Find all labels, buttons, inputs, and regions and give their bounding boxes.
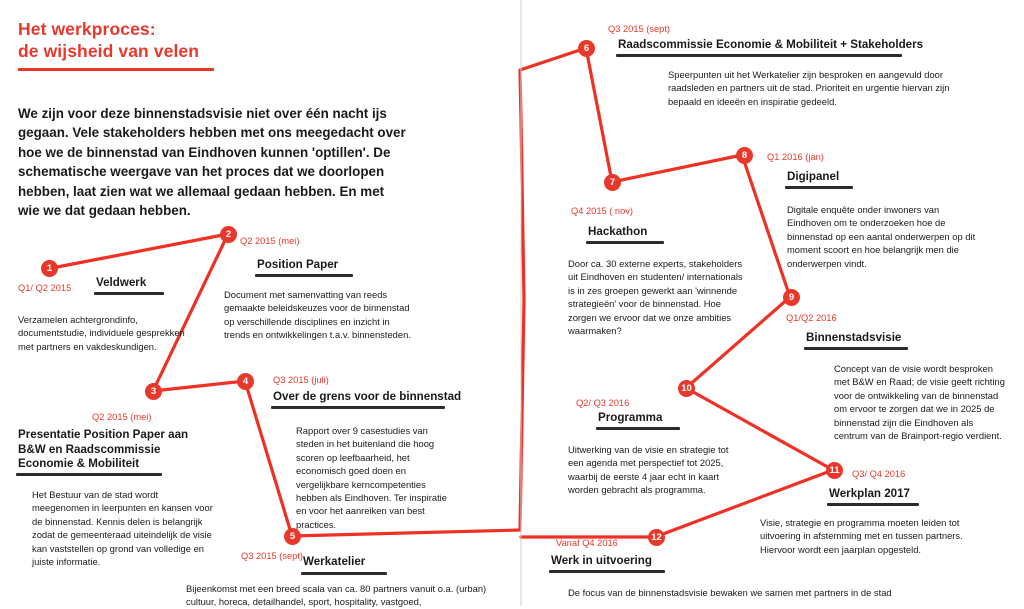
- body-5: Bijeenkomst met een breed scala van ca. 80 partners vanuit o.a. (urban) cultuur, horeca, detailhandel, sport, hospitality, vastgoed,: [186, 583, 487, 608]
- period-6: Q3 2015 (sept): [608, 24, 671, 34]
- node-12[interactable]: 12: [648, 529, 665, 546]
- heading-underline-6: [616, 54, 902, 57]
- body-10: Uitwerking van de visie en strategie tot een agenda met perspectief tot 2025, waarbij de eerste 4 jaar echt in kaart worden gebracht als programma.: [568, 444, 729, 496]
- body-7: Door ca. 30 externe experts, stakeholders uit Eindhoven en studenten/ internationals is in zes groepen gewerkt aan 'winnende strategieën' voor de binnenstad. Hoe zorgen we ervoor dat we onze ambities waarmaken?: [568, 258, 743, 337]
- title-line-2: de wijsheid van velen: [18, 41, 200, 61]
- heading-underline-8: [785, 186, 853, 189]
- period-1: Q1/ Q2 2015: [18, 283, 72, 293]
- page-title: [18, 18, 318, 71]
- period-2: Q2 2015 (mei): [240, 236, 300, 246]
- heading-12: Werk in uitvoering: [551, 554, 652, 567]
- heading-11: Werkplan 2017: [829, 487, 910, 500]
- heading-1: Veldwerk: [96, 276, 147, 289]
- heading-underline-3: [16, 473, 162, 476]
- heading-underline-1: [94, 292, 164, 295]
- body-6: Speerpunten uit het Werkatelier zijn besproken en aangevuld door raadsleden en partners uit de stad. Prioriteit en urgentie hiervan zijn bepaald en ideeën en inspiratie gedeeld.: [668, 69, 950, 107]
- heading-9: Binnenstadsvisie: [806, 331, 902, 344]
- heading-4: Over de grens voor de binnenstad: [273, 390, 462, 403]
- node-7[interactable]: 7: [604, 174, 621, 191]
- heading-underline-5: [301, 572, 387, 575]
- body-9: Concept van de visie wordt besproken met B&W en Raad; de visie geeft richting voor de ontwikkeling van de binnenstad om ervoor te zorgen dat we in 2025 de binnenstad zijn die Eindhoven als centrum van de Brainport-regio verdient.: [834, 363, 1005, 442]
- heading-3: Presentatie Position Paper aan B&W en Raadscommissie Economie & Mobiliteit: [18, 428, 189, 470]
- period-5: Q3 2015 (sept): [241, 551, 304, 561]
- heading-underline-12: [549, 570, 665, 573]
- period-11: Q3/ Q4 2016: [852, 469, 906, 479]
- intro-paragraph: We zijn voor deze binnenstadsvisie niet over één nacht ijs gegaan. Vele stakeholders hebben met ons meegedacht over hoe we de binnenstad van Eindhoven kunnen 'optillen'. De schematische weergave van het proces dat we doorlopen hebben, laat zien wat we allemaal gedaan hebben. En met wie we dat gedaan hebben.: [18, 106, 406, 219]
- body-3: Het Bestuur van de stad wordt meegenomen in leerpunten en kansen voor de binnenstad. Kennis delen is belangrijk zodat de gemeenteraad uiteindelijk de visie kan vaststellen op grond van volledige en juiste informatie.: [32, 489, 213, 568]
- body-1: Verzamelen achtergrondinfo, documentstudie, individuele gesprekken met partners en vakdeskundigen.: [18, 314, 185, 352]
- heading-underline-9: [804, 347, 908, 350]
- heading-underline-10: [596, 427, 680, 430]
- period-12: Vanaf Q4 2016: [556, 538, 618, 548]
- title-line-1: Het werkproces:: [18, 19, 156, 39]
- node-5[interactable]: 5: [284, 528, 301, 545]
- body-8: Digitale enquête onder inwoners van Eindhoven om te onderzoeken hoe de binnenstad op een aantal onderwerpen op dit moment scoort en hoe belangrijk men die onderwerpen vindt.: [787, 204, 976, 269]
- body-11: Visie, strategie en programma moeten leiden tot uitvoering in afstemming met en tussen partners. Hiervoor wordt een jaarplan opgesteld.: [760, 517, 963, 555]
- node-11[interactable]: 11: [826, 462, 843, 479]
- node-6[interactable]: 6: [578, 40, 595, 57]
- period-9: Q1/Q2 2016: [786, 313, 837, 323]
- title-underline: [18, 68, 214, 71]
- period-7: Q4 2015 ( nov): [571, 206, 634, 216]
- period-3: Q2 2015 (mei): [92, 412, 152, 422]
- node-1[interactable]: 1: [41, 260, 58, 277]
- period-4: Q3 2015 (juli): [273, 375, 329, 385]
- node-8[interactable]: 8: [736, 147, 753, 164]
- heading-8: Digipanel: [787, 170, 840, 183]
- heading-10: Programma: [598, 411, 663, 424]
- heading-underline-7: [586, 241, 664, 244]
- node-4[interactable]: 4: [237, 373, 254, 390]
- period-8: Q1 2016 (jan): [767, 152, 824, 162]
- heading-underline-2: [255, 274, 353, 277]
- body-2: Document met samenvatting van reeds gemaakte beleidskeuzes voor de binnenstad op verschillende disciplines en inzicht in trends en ontwikkelingen t.a.v. binnensteden.: [224, 289, 411, 341]
- heading-5: Werkatelier: [303, 555, 366, 568]
- node-2[interactable]: 2: [220, 226, 237, 243]
- body-4: Rapport over 9 casestudies van steden in het buitenland die hoog scoren op leefbaarheid, het economisch goed doen en vergelijkbare kerncompetenties hebben als Eindhoven. Ter inspiratie en voor het aanreiken van best practices.: [296, 425, 447, 530]
- period-10: Q2/ Q3 2016: [576, 398, 630, 408]
- node-3[interactable]: 3: [145, 383, 162, 400]
- node-9[interactable]: 9: [783, 289, 800, 306]
- node-10[interactable]: 10: [678, 380, 695, 397]
- heading-2: Position Paper: [257, 258, 339, 271]
- heading-7: Hackathon: [588, 225, 648, 238]
- heading-underline-4: [271, 406, 445, 409]
- heading-6: Raadscommissie Economie & Mobiliteit + Stakeholders: [618, 38, 924, 51]
- heading-underline-11: [827, 503, 919, 506]
- body-12: De focus van de binnenstadsvisie bewaken we samen met partners in de stad: [568, 587, 892, 598]
